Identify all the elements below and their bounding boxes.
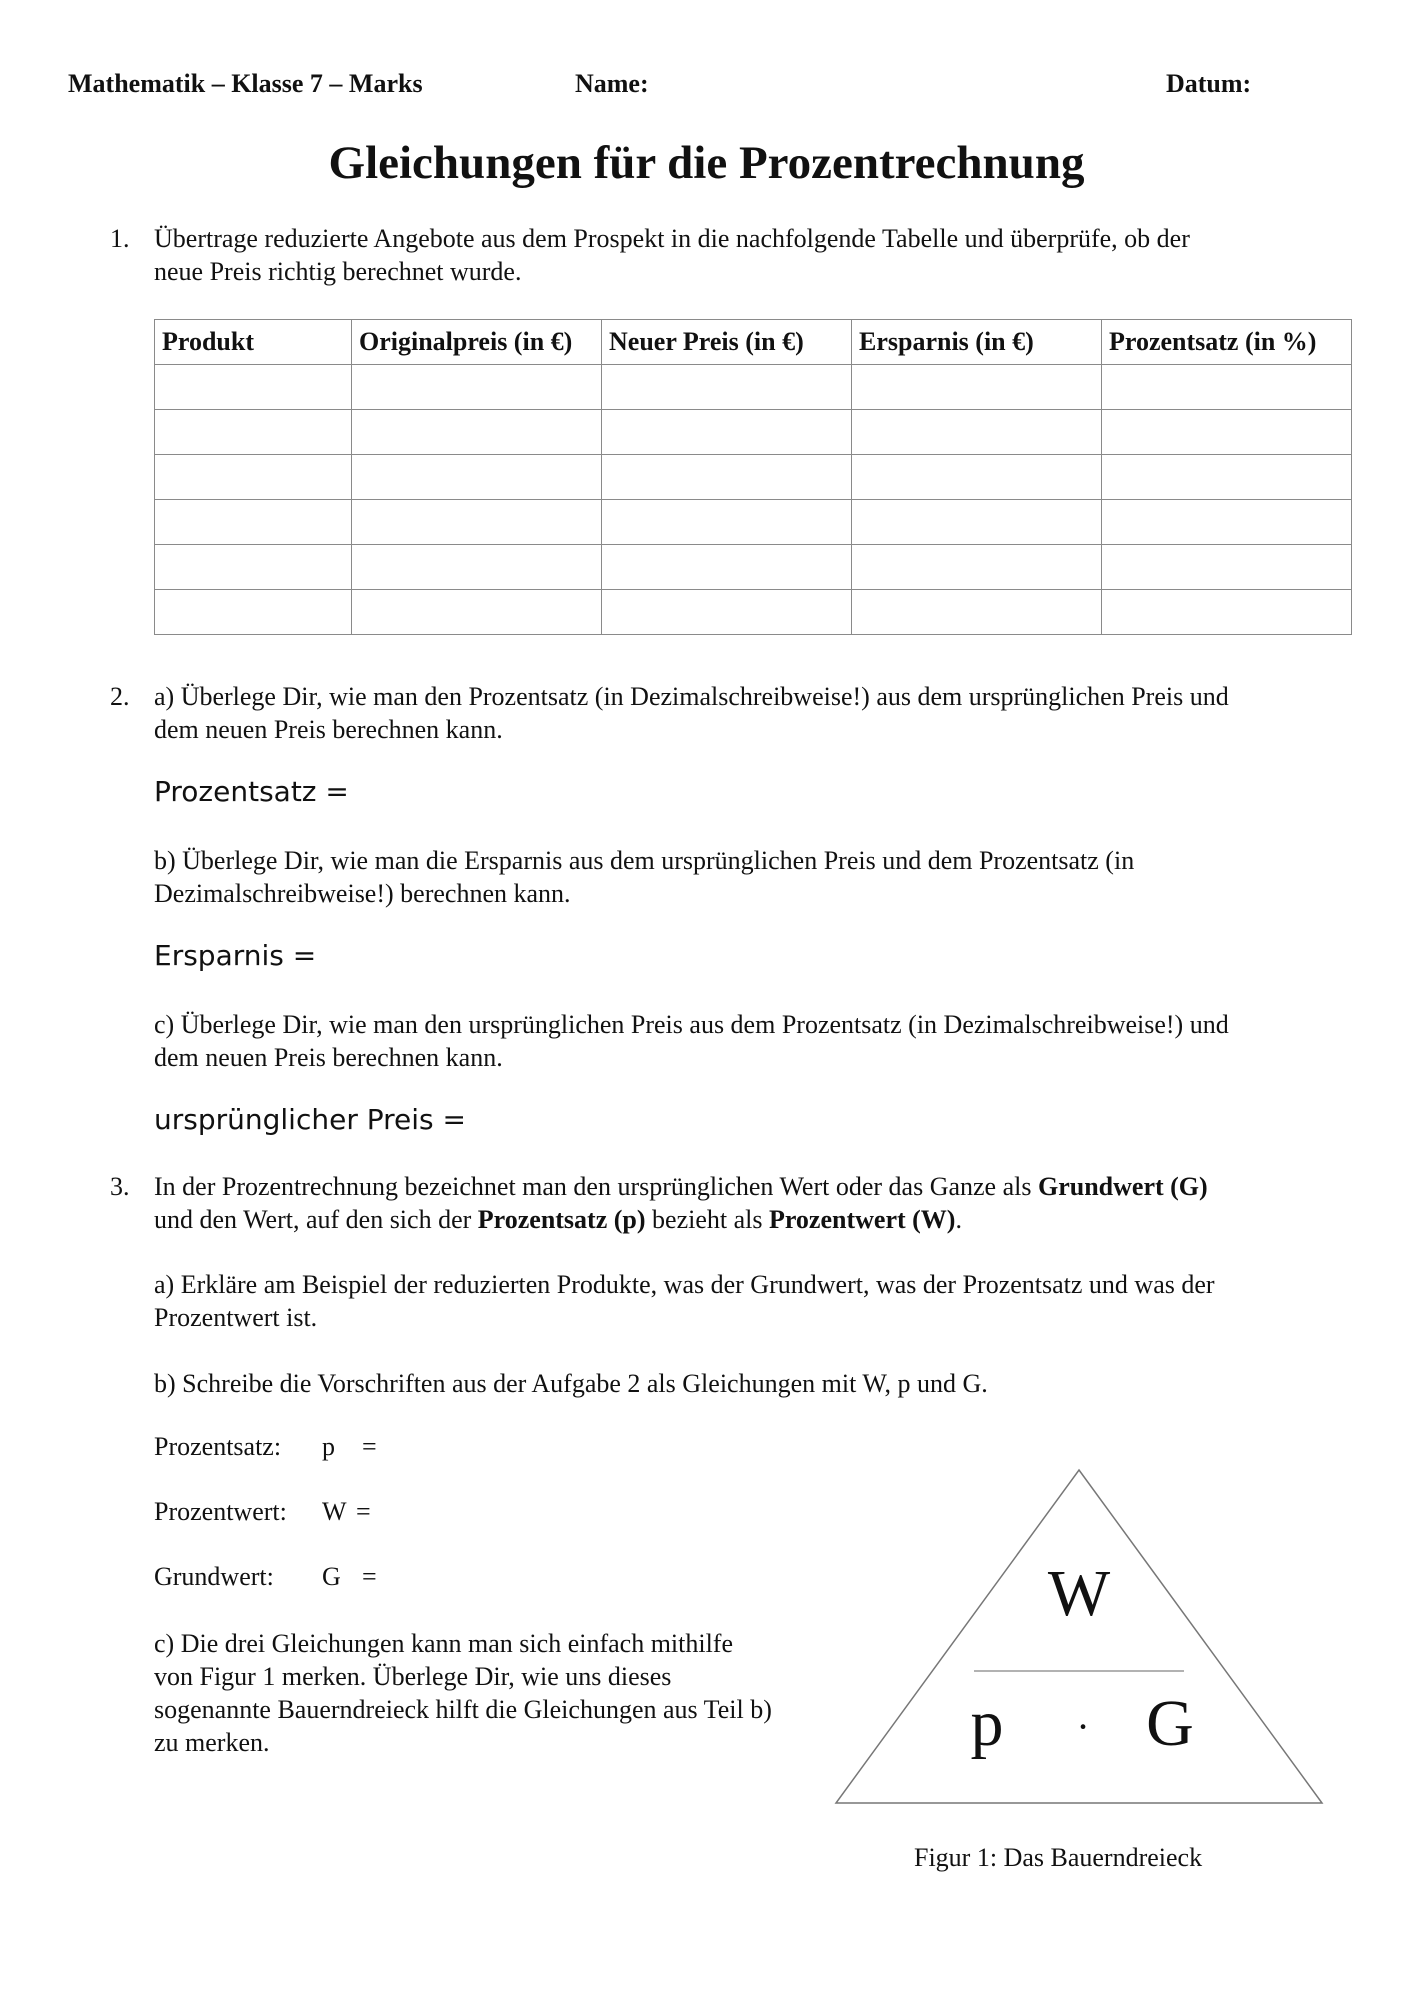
offers-table	[154, 319, 1352, 635]
table-row	[155, 545, 1352, 590]
figure-caption: Figur 1: Das Bauerndreieck	[914, 1843, 1203, 1872]
table-cell	[155, 365, 352, 410]
task2c-formula: ursprünglicher Preis =	[154, 1103, 466, 1136]
table-cell	[852, 410, 1102, 455]
table-cell	[155, 545, 352, 590]
col-header-new-price: Neuer Preis (in €)	[602, 320, 852, 365]
task1-number: 1.	[110, 224, 130, 253]
table-cell	[1102, 365, 1352, 410]
bauerndreieck-figure	[834, 1468, 1324, 1805]
table-row	[155, 500, 1352, 545]
table-row	[155, 590, 1352, 635]
table-cell	[852, 500, 1102, 545]
table-cell	[352, 410, 602, 455]
table-cell	[352, 365, 602, 410]
table-cell	[602, 545, 852, 590]
table-cell	[602, 455, 852, 500]
triangle-g: G	[1146, 1687, 1194, 1760]
table-cell	[352, 455, 602, 500]
task3a-text: a) Erkläre am Beispiel der reduzierten Produkte, was der Grundwert, was der Prozentsatz und was der Prozentwert ist.	[154, 1270, 1215, 1332]
table-cell	[155, 500, 352, 545]
table-cell	[155, 410, 352, 455]
table-cell	[1102, 545, 1352, 590]
table-cell	[1102, 410, 1352, 455]
triangle-p: p	[970, 1687, 1004, 1760]
table-header-row	[155, 320, 1352, 365]
table-cell	[852, 545, 1102, 590]
col-header-product: Produkt	[155, 320, 352, 365]
table-row	[155, 365, 1352, 410]
table-cell	[1102, 455, 1352, 500]
task3-intro: In der Prozentrechnung bezeichnet man den ursprünglichen Wert oder das Ganze als Grundwert (G) und den Wert, auf den sich der Prozentsatz (p) bezieht als Prozentwert (W).	[154, 1172, 1208, 1234]
equation-base-value: Grundwert: G =	[154, 1562, 377, 1591]
equation-percentage: Prozentsatz: p =	[154, 1432, 377, 1461]
task3-number: 3.	[110, 1172, 130, 1201]
task2a-text: a) Überlege Dir, wie man den Prozentsatz (in Dezimalschreibweise!) aus dem ursprünglichen Preis und dem neuen Preis berechnen kann.	[154, 682, 1229, 744]
table-cell	[852, 590, 1102, 635]
table-cell	[352, 500, 602, 545]
triangle-dot: ·	[1076, 1704, 1090, 1749]
equation-percentage-value: Prozentwert: W =	[154, 1497, 371, 1526]
task2-number: 2.	[110, 682, 130, 711]
col-header-percentage: Prozentsatz (in %)	[1102, 320, 1352, 365]
table-cell	[602, 500, 852, 545]
task2b-text: b) Überlege Dir, wie man die Ersparnis aus dem ursprünglichen Preis und dem Prozentsatz (in Dezimalschreibweise!) berechnen kann.	[154, 846, 1135, 908]
task1-text: Übertrage reduzierte Angebote aus dem Prospekt in die nachfolgende Tabelle und überprüfe, ob der neue Preis richtig berechnet wurde.	[154, 224, 1190, 286]
table-row	[155, 455, 1352, 500]
task2c-text: c) Überlege Dir, wie man den ursprünglichen Preis aus dem Prozentsatz (in Dezimalschreibweise!) und dem neuen Preis berechnen kann.	[154, 1010, 1229, 1072]
task3b-text: b) Schreibe die Vorschriften aus der Aufgabe 2 als Gleichungen mit W, p und G.	[154, 1369, 988, 1398]
col-header-original-price: Originalpreis (in €)	[352, 320, 602, 365]
triangle-w: W	[1047, 1557, 1111, 1630]
table-cell	[1102, 500, 1352, 545]
table-row	[155, 410, 1352, 455]
table-cell	[1102, 590, 1352, 635]
table-cell	[155, 590, 352, 635]
task2a-formula: Prozentsatz =	[154, 775, 349, 808]
table-cell	[602, 410, 852, 455]
name-label: Name:	[575, 69, 649, 98]
table-cell	[602, 590, 852, 635]
course-label: Mathematik – Klasse 7 – Marks	[68, 69, 423, 98]
task2b-formula: Ersparnis =	[154, 939, 317, 972]
table-cell	[352, 590, 602, 635]
table-cell	[852, 455, 1102, 500]
table-cell	[602, 365, 852, 410]
task3c-text: c) Die drei Gleichungen kann man sich einfach mithilfe von Figur 1 merken. Überlege Dir, wie uns dieses sogenannte Bauerndreieck hilft die Gleichungen aus Teil b) zu merken.	[154, 1629, 772, 1757]
page-title: Gleichungen für die Prozentrechnung	[328, 137, 1085, 189]
table-cell	[852, 365, 1102, 410]
col-header-savings: Ersparnis (in €)	[852, 320, 1102, 365]
table-cell	[155, 455, 352, 500]
table-cell	[352, 545, 602, 590]
date-label: Datum:	[1166, 69, 1252, 98]
triangle-outline	[836, 1470, 1322, 1803]
